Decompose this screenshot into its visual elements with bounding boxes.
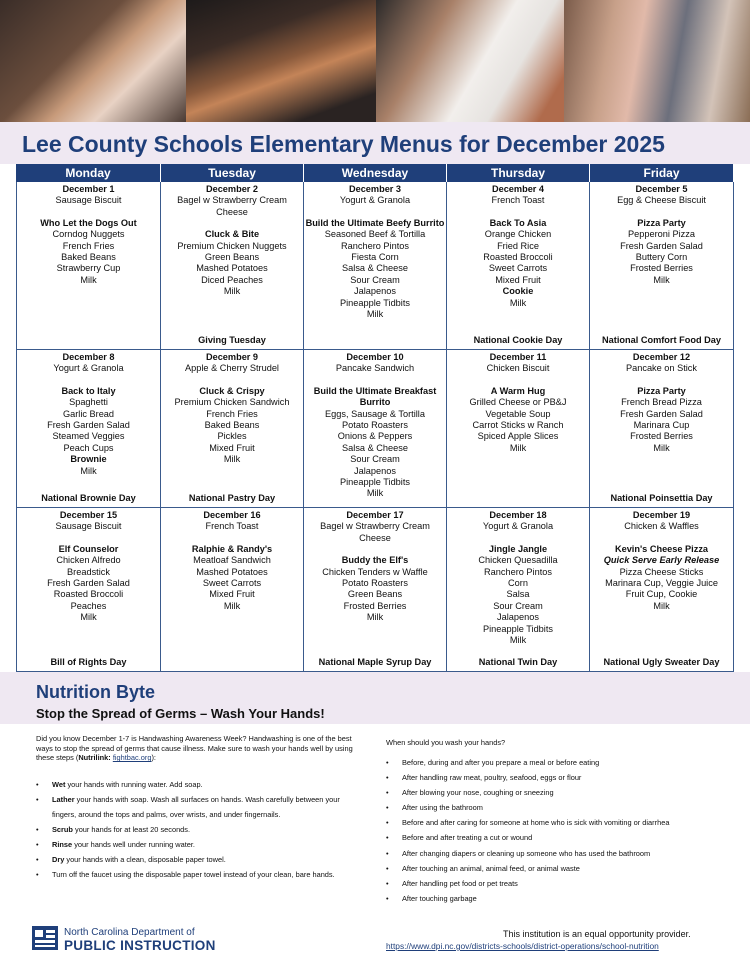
step-verb: Lather — [52, 795, 75, 804]
menu-date: December 19 — [632, 510, 691, 520]
menu-date: December 17 — [346, 510, 404, 520]
menu-date: December 16 — [203, 510, 261, 520]
spacer — [304, 375, 446, 386]
lunch-item: Milk — [509, 635, 527, 646]
lunch-item: Fresh Garden Salad — [47, 420, 130, 431]
lunch-item: Frosted Berries — [343, 600, 407, 611]
lunch-theme: Cluck & Crispy — [199, 385, 265, 396]
logo-line2: PUBLIC INSTRUCTION — [64, 938, 216, 953]
lunch-item: Roasted Broccoli — [53, 589, 124, 600]
day-header-friday: Friday — [590, 164, 734, 182]
menu-cell — [304, 182, 447, 350]
breakfast-item: French Toast — [205, 521, 259, 532]
spacer — [17, 533, 160, 544]
menu-date: December 4 — [491, 184, 545, 194]
spacer — [304, 207, 446, 218]
step-verb: Scrub — [52, 825, 73, 834]
lunch-theme: Build the Ultimate Breakfast Burrito — [313, 385, 437, 408]
lunch-item: Pineapple Tidbits — [340, 477, 410, 488]
nutrition-intro: Did you know December 1-7 is Handwashing Awareness Week? Handwashing is one of the best ways to stop the spread of germs that cause illness. Make sure to wash your hands well by using these steps (Nutrilink: fightbac.org): — [36, 734, 353, 763]
step-item — [36, 852, 366, 867]
menu-cell — [447, 350, 590, 508]
lunch-theme: Pizza Party — [637, 217, 686, 228]
handwashing-steps — [36, 777, 366, 882]
lunch-item: Pizza Cheese Sticks — [619, 566, 704, 577]
step-item — [36, 822, 366, 837]
lunch-item: Ranchero Pintos — [484, 566, 552, 577]
menu-cell — [16, 182, 161, 350]
nutrition-url-link[interactable]: https://www.dpi.nc.gov/districts-schools/district-operations/school-nutrition — [386, 941, 659, 951]
lunch-item: Milk — [366, 309, 384, 320]
breakfast-item: Chicken Biscuit — [486, 363, 550, 374]
breakfast-item: Egg & Cheese Biscuit — [617, 195, 706, 206]
step-text: your hands for at least 20 seconds. — [72, 825, 191, 834]
when-item: • After blowing your nose, coughing or sneezing — [386, 785, 736, 800]
when-item: • After touching garbage — [386, 891, 736, 906]
lunch-item-highlight: Brownie — [70, 454, 107, 465]
lunch-item: Sour Cream — [350, 454, 400, 465]
when-list — [386, 755, 736, 906]
when-item: • Before and after caring for someone at home who is sick with vomiting or diarrhea — [386, 815, 736, 830]
page-title: Lee County Schools Elementary Menus for December 2025 — [22, 131, 665, 157]
lunch-item: Premium Chicken Sandwich — [174, 397, 290, 408]
observance-day: National Maple Syrup Day — [318, 656, 432, 667]
menu-date: December 10 — [346, 352, 404, 362]
lunch-item: Sweet Carrots — [202, 578, 262, 589]
lunch-item: Milk — [366, 488, 384, 499]
lunch-theme: Jingle Jangle — [488, 543, 548, 554]
breakfast-item: Apple & Cherry Strudel — [185, 363, 279, 374]
step-item — [36, 792, 366, 822]
lunch-item: Milk — [509, 297, 527, 308]
lunch-theme: Kevin's Cheese Pizza — [614, 543, 709, 554]
lunch-item: Fruit Cup, Cookie — [625, 589, 698, 600]
lunch-item: Peaches — [70, 600, 107, 611]
day-header-monday: Monday — [16, 164, 161, 182]
when-item: • After changing diapers or cleaning up someone who has used the bathroom — [386, 846, 736, 861]
menu-cell — [447, 508, 590, 672]
lunch-theme: Pizza Party — [637, 385, 686, 396]
lunch-item: Jalapenos — [354, 286, 396, 297]
observance-day: Bill of Rights Day — [50, 656, 127, 667]
lunch-item: Pepperoni Pizza — [628, 229, 695, 240]
lunch-item: Pineapple Tidbits — [340, 297, 410, 308]
lunch-item: Mixed Fruit — [209, 589, 255, 600]
lunch-item: Milk — [366, 612, 384, 623]
when-item: • Before and after treating a cut or wound — [386, 830, 736, 845]
menu-cell — [161, 508, 304, 672]
lunch-item: Diced Peaches — [201, 274, 263, 285]
photo-rinsing-hands — [186, 0, 376, 122]
when-item: • After handling raw meat, poultry, seafood, eggs or flour — [386, 770, 736, 785]
menu-date: December 2 — [205, 184, 259, 194]
spacer — [590, 207, 733, 218]
lunch-item: Breadstick — [67, 566, 110, 577]
menu-date: December 12 — [632, 352, 691, 362]
lunch-item: Milk — [223, 600, 241, 611]
menu-date: December 9 — [205, 352, 259, 362]
spacer — [304, 544, 446, 555]
lunch-item: Milk — [223, 454, 241, 465]
lunch-item: Milk — [509, 442, 527, 453]
lunch-item: Spaghetti — [69, 397, 108, 408]
observance-day: National Cookie Day — [473, 334, 563, 345]
special-note: Quick Serve Early Release — [603, 555, 720, 566]
day-header-tuesday: Tuesday — [161, 164, 304, 182]
breakfast-item: Bagel w Strawberry Cream Cheese — [320, 521, 430, 543]
spacer — [447, 375, 589, 386]
menu-date: December 11 — [489, 352, 547, 362]
lunch-item: Sour Cream — [493, 600, 543, 611]
spacer — [161, 533, 303, 544]
breakfast-item: French Toast — [491, 195, 545, 206]
when-item: • Before, during and after you prepare a meal or before eating — [386, 755, 736, 770]
lunch-item: Milk — [653, 274, 670, 285]
fightbac-link[interactable]: fightbac.org — [112, 753, 152, 763]
lunch-item: Fiesta Corn — [351, 252, 399, 263]
lunch-item: Meatloaf Sandwich — [193, 555, 271, 566]
day-header-wednesday: Wednesday — [304, 164, 447, 182]
lunch-item: Fresh Garden Salad — [620, 408, 703, 419]
spacer — [447, 533, 589, 544]
step-text: your hands with a clean, disposable paper towel. — [64, 855, 226, 864]
lunch-item: Corndog Nuggets — [52, 229, 125, 240]
lunch-theme: A Warm Hug — [490, 385, 546, 396]
menu-cell — [590, 350, 734, 508]
lunch-item: Garlic Bread — [62, 408, 115, 419]
lunch-item: Jalapenos — [354, 465, 396, 476]
breakfast-item: Yogurt & Granola — [339, 195, 411, 206]
lunch-item: Salsa & Cheese — [342, 263, 408, 274]
lunch-theme: Build the Ultimate Beefy Burrito — [305, 217, 445, 228]
observance-day: National Brownie Day — [41, 492, 136, 503]
lunch-item: Mashed Potatoes — [196, 566, 268, 577]
lunch-item: Salsa — [506, 589, 530, 600]
lunch-item: Vegetable Soup — [485, 408, 551, 419]
lunch-item: Potato Roasters — [342, 578, 408, 589]
day-header-thursday: Thursday — [447, 164, 590, 182]
breakfast-item: Pancake Sandwich — [335, 363, 415, 374]
breakfast-item: Bagel w Strawberry Cream Cheese — [177, 195, 287, 217]
menu-cell — [590, 508, 734, 672]
menu-cell — [447, 182, 590, 350]
menu-cell — [304, 350, 447, 508]
spacer — [161, 375, 303, 386]
lunch-item: Fresh Garden Salad — [47, 578, 130, 589]
step-item — [36, 867, 366, 882]
spacer — [590, 375, 733, 386]
lunch-item: Green Beans — [204, 252, 260, 263]
menu-date: December 8 — [62, 352, 115, 362]
lunch-item: Corn — [508, 578, 528, 589]
lunch-item: Marinara Cup — [633, 420, 690, 431]
lunch-item: Potato Roasters — [342, 420, 408, 431]
lunch-item: Marinara Cup, Veggie Juice — [605, 578, 718, 589]
spacer — [17, 207, 160, 218]
step-verb: Rinse — [52, 840, 73, 849]
lunch-theme: Ralphie & Randy's — [191, 543, 273, 554]
lunch-item: Spiced Apple Slices — [477, 431, 559, 442]
menu-cell — [304, 508, 447, 672]
ncdpi-logo — [32, 924, 232, 954]
lunch-item: Carrot Sticks w Ranch — [472, 420, 564, 431]
lunch-item: Roasted Broccoli — [483, 252, 553, 263]
ncdpi-logo-icon — [32, 926, 58, 950]
lunch-item: Baked Beans — [204, 420, 260, 431]
menu-date: December 1 — [62, 184, 115, 194]
breakfast-item: Pancake on Stick — [626, 363, 697, 374]
lunch-item: Peach Cups — [63, 442, 114, 453]
lunch-theme: Back to Italy — [61, 385, 116, 396]
lunch-theme: Cluck & Bite — [204, 229, 260, 240]
lunch-item: Chicken Alfredo — [56, 555, 121, 566]
lunch-theme: Who Let the Dogs Out — [40, 217, 137, 228]
lunch-item: Fried Rice — [497, 240, 539, 251]
lunch-item: French Fries — [206, 408, 258, 419]
when-item: • After handling pet food or pet treats — [386, 876, 736, 891]
lunch-theme: Back To Asia — [489, 217, 547, 228]
step-verb: Wet — [52, 780, 66, 789]
breakfast-item: Sausage Biscuit — [55, 195, 122, 206]
step-text: your hands with running water. Add soap. — [65, 780, 203, 789]
when-item: • After using the bathroom — [386, 800, 736, 815]
lunch-item: French Fries — [62, 240, 115, 251]
observance-day: National Ugly Sweater Day — [603, 656, 720, 667]
lunch-item: Milk — [80, 612, 97, 623]
lunch-item: French Bread Pizza — [621, 397, 702, 408]
lunch-item: Milk — [653, 600, 670, 611]
observance-day: Giving Tuesday — [198, 334, 266, 345]
lunch-item: Green Beans — [347, 589, 403, 600]
lunch-item: Salsa & Cheese — [342, 442, 408, 453]
lunch-item: Chicken Tenders w Waffle — [322, 566, 428, 577]
lunch-item: Steamed Veggies — [52, 431, 125, 442]
lunch-item: Mixed Fruit — [495, 274, 541, 285]
observance-day: National Comfort Food Day — [602, 334, 721, 345]
photo-kids-cooking — [564, 0, 750, 122]
menu-date: December 18 — [489, 510, 547, 520]
lunch-item: Jalapenos — [497, 612, 539, 623]
equal-opportunity-text: This institution is an equal opportunity provider. — [503, 929, 691, 939]
breakfast-item: Sausage Biscuit — [55, 521, 122, 532]
lunch-item: Fresh Garden Salad — [620, 240, 703, 251]
lunch-item: Frosted Berries — [630, 431, 693, 442]
when-item: • After touching an animal, animal feed, or animal waste — [386, 861, 736, 876]
lunch-item: Milk — [223, 286, 241, 297]
lunch-item: Milk — [653, 442, 670, 453]
step-verb: Dry — [52, 855, 65, 864]
observance-day: National Poinsettia Day — [610, 492, 713, 503]
menu-cell — [161, 182, 304, 350]
lunch-item: Onions & Peppers — [337, 431, 413, 442]
breakfast-item: Yogurt & Granola — [482, 521, 554, 532]
observance-day: National Twin Day — [478, 656, 558, 667]
lunch-item: Pineapple Tidbits — [483, 623, 553, 634]
lunch-item: Milk — [80, 465, 97, 476]
breakfast-item: Chicken & Waffles — [624, 521, 699, 532]
menu-date: December 3 — [348, 184, 402, 194]
lunch-item: Mixed Fruit — [209, 442, 255, 453]
nutrition-subtitle: Stop the Spread of Germs – Wash Your Hands! — [36, 706, 325, 721]
logo-line1: North Carolina Department of — [64, 927, 195, 938]
step-text: Turn off the faucet using the disposable paper towel instead of your clean, bare hands. — [52, 870, 335, 879]
lunch-item: Ranchero Pintos — [341, 240, 409, 251]
lunch-item: Premium Chicken Nuggets — [177, 240, 287, 251]
lunch-item: Strawberry Cup — [56, 263, 121, 274]
menu-cell — [161, 350, 304, 508]
photo-drying-hands — [376, 0, 564, 122]
spacer — [161, 218, 303, 229]
nutrition-title: Nutrition Byte — [36, 682, 155, 702]
menu-cell — [16, 350, 161, 508]
lunch-item: Eggs, Sausage & Tortilla — [325, 408, 425, 419]
lunch-theme: Buddy the Elf's — [341, 555, 409, 566]
step-text: your hands with soap. Wash all surfaces on hands. Wash carefully between your fingers, around the tops and palms, over wrists, and under fingernails. — [52, 795, 340, 819]
spacer — [17, 375, 160, 386]
lunch-theme: Elf Counselor — [58, 543, 119, 554]
lunch-item: Sweet Carrots — [488, 263, 548, 274]
breakfast-item: Yogurt & Granola — [53, 363, 124, 374]
menu-cell — [590, 182, 734, 350]
menu-cell — [16, 508, 161, 672]
step-item — [36, 837, 366, 852]
step-item — [36, 777, 366, 792]
lunch-item: Milk — [80, 274, 97, 285]
lunch-item: Buttery Corn — [635, 252, 688, 263]
lunch-item: Sour Cream — [350, 274, 400, 285]
lunch-item: Chicken Quesadilla — [478, 555, 558, 566]
lunch-item: Baked Beans — [61, 252, 116, 263]
lunch-item: Mashed Potatoes — [196, 263, 268, 274]
menu-date: December 5 — [635, 184, 688, 194]
observance-day: National Pastry Day — [188, 492, 276, 503]
spacer — [447, 207, 589, 218]
lunch-item: Grilled Cheese or PB&J — [469, 397, 567, 408]
lunch-item: Seasoned Beef & Tortilla — [324, 229, 426, 240]
lunch-item: Frosted Berries — [630, 263, 693, 274]
menu-calendar — [16, 164, 734, 672]
when-title: When should you wash your hands? — [386, 738, 506, 747]
photo-washing-hands — [0, 0, 186, 122]
lunch-item: Orange Chicken — [484, 229, 552, 240]
lunch-item-highlight: Cookie — [502, 286, 534, 297]
header-photo-strip — [0, 0, 750, 122]
step-text: your hands well under running water. — [72, 840, 195, 849]
spacer — [590, 533, 733, 544]
lunch-item: Pickles — [217, 431, 247, 442]
menu-date: December 15 — [59, 510, 118, 520]
